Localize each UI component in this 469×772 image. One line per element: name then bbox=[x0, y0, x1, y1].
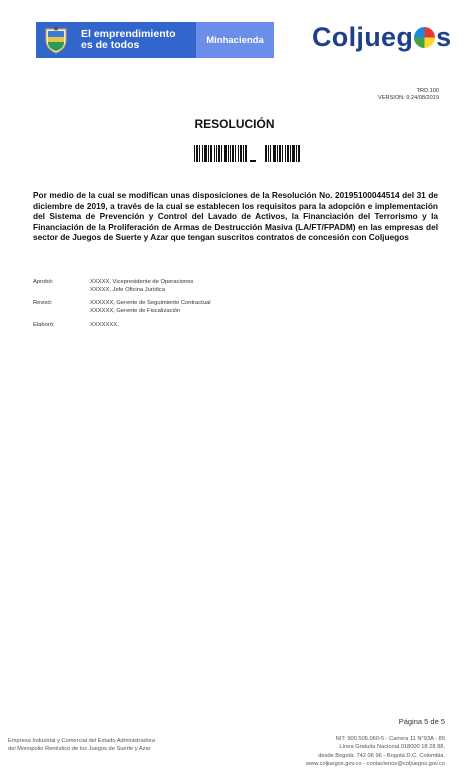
trd-code: TRD.100 bbox=[416, 88, 439, 94]
reviewed-by-names bbox=[90, 300, 211, 315]
document-title: RESOLUCIÓN bbox=[194, 117, 275, 131]
page-number: Página 5 de 5 bbox=[398, 717, 445, 726]
approver-1: XXXXX, Vicepresidente de Operaciones bbox=[90, 279, 194, 285]
document-meta bbox=[378, 88, 439, 102]
barcode bbox=[194, 145, 300, 162]
government-banner bbox=[36, 22, 274, 58]
ministry-label: Minhacienda bbox=[196, 22, 274, 58]
prepared-by-names bbox=[90, 322, 119, 330]
footer-nit-address: NIT: 900.505.060-5 - Carrera 11 N°93A - 85 bbox=[335, 736, 445, 742]
footer-company-line2: del Monopolio Rentístico de los Juegos de Suerte y Azar bbox=[8, 746, 151, 752]
coat-of-arms-icon bbox=[43, 26, 69, 54]
colorful-o-icon bbox=[414, 27, 435, 48]
prepared-by-label: Elaboró: bbox=[33, 322, 55, 328]
reviewer-1: XXXXXX, Gerente de Seguimiento Contractual bbox=[90, 300, 211, 306]
footer-contact bbox=[306, 735, 445, 769]
version-label: VERSION: 9.24/08/2019 bbox=[378, 95, 439, 101]
footer-phone: Línea Gratuita Nacional 018000 18 28 88, bbox=[339, 744, 445, 751]
footer-bogota-phone: desde Bogotá: 742 06 96 - Bogotá D.C. Colombia. bbox=[318, 752, 445, 759]
footer-web-email: www.coljuegos.gov.co - contactenos@coljuegos.gov.co bbox=[306, 761, 445, 768]
banner-slogan-line2: es de todos bbox=[81, 39, 140, 51]
footer-company-line1: Empresa Industrial y Comercial del Estado Administradora bbox=[8, 738, 155, 744]
approver-2: XXXXX, Jefe Oficina Jurídica bbox=[90, 286, 166, 293]
preparer-1: XXXXXXX, bbox=[90, 322, 119, 328]
footer-company bbox=[8, 737, 155, 753]
banner-left-panel bbox=[36, 22, 196, 58]
coljuegos-logo: Coljue g s bbox=[312, 22, 452, 52]
approved-by-label: Aprobó: bbox=[33, 279, 54, 285]
approved-by-names bbox=[90, 279, 193, 294]
reviewer-2: XXXXXX, Gerente de Fiscalización bbox=[90, 307, 181, 314]
reviewed-by-label: Revisó: bbox=[33, 300, 53, 306]
resolution-subject: Por medio de la cual se modifican unas disposiciones de la Resolución No. 20195100044514 del 31 de diciembre de 2019, a través de la cual se establecen los requisitos para la adopción e implementación del Sistema de Prevención y Control del Lavado de Activos, la Financiación del Terrorismo y la Financiación de la Proliferación de Armas de Destrucción Masiva (LA/FT/FPADM) en las empresas del sector de Juegos de Suerte y Azar que tengan suscritos contratos de concesión con Coljuegos bbox=[33, 190, 438, 243]
banner-slogan-line1: El emprendimiento bbox=[81, 28, 176, 40]
